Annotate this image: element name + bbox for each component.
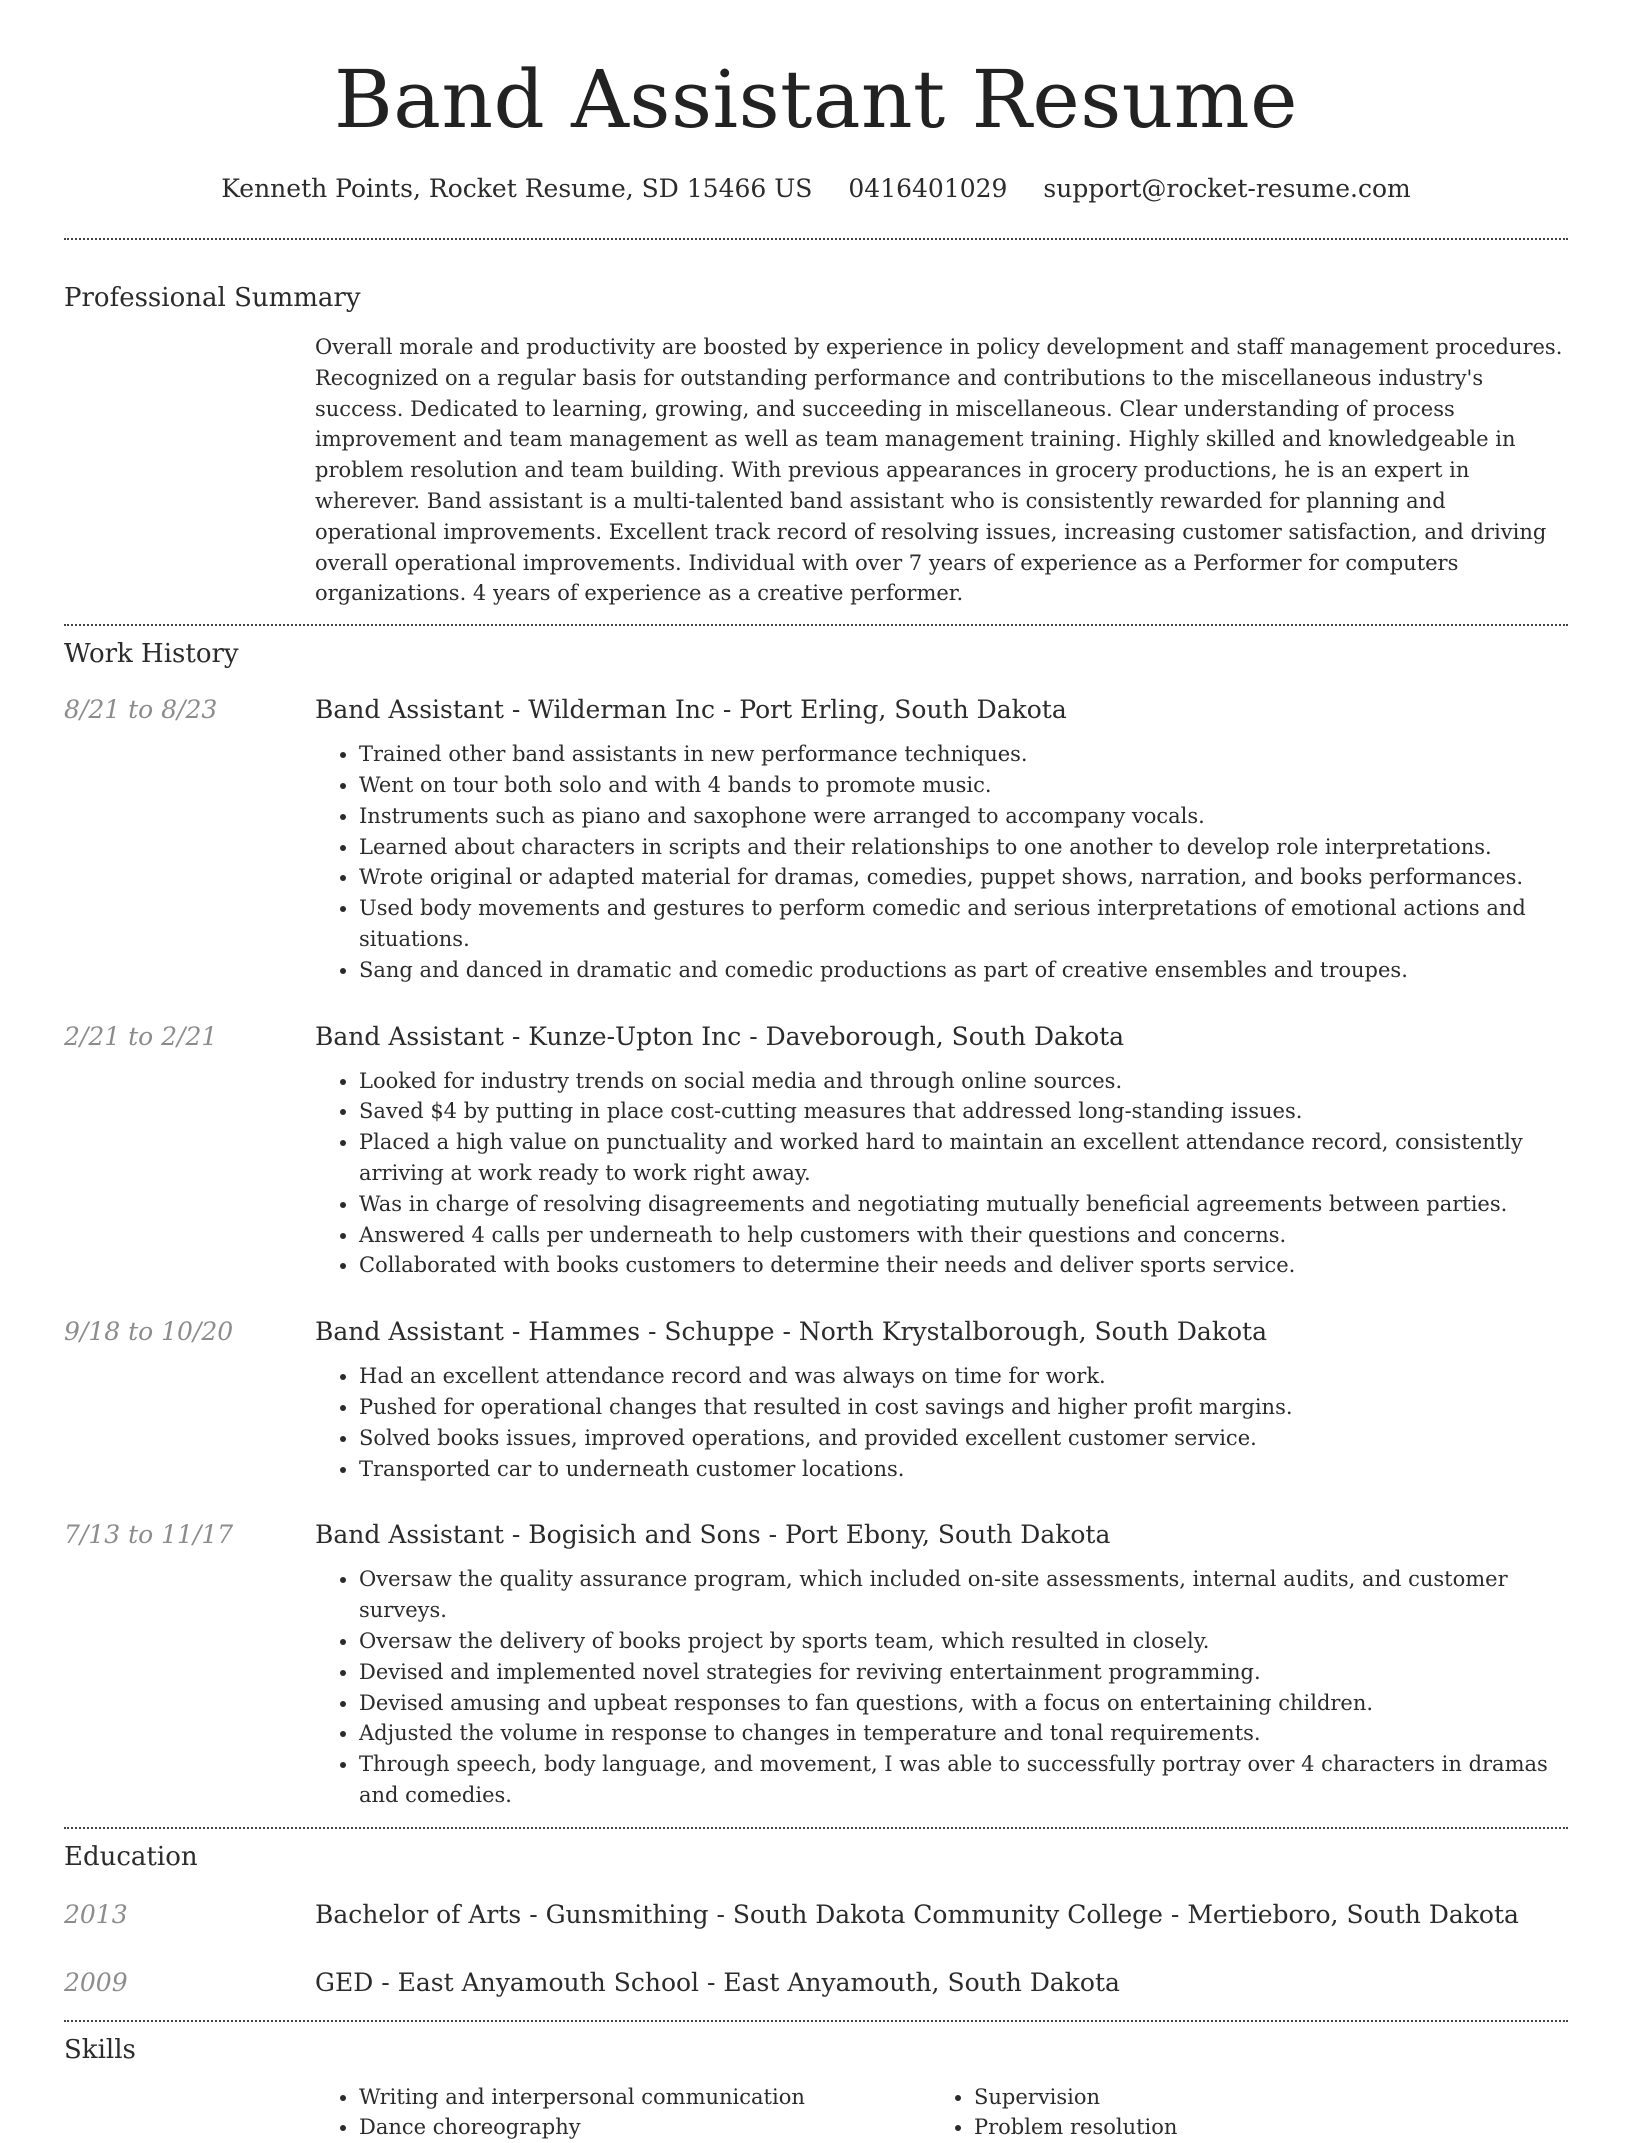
job-title: Band Assistant - Bogisich and Sons - Port Ebony, South Dakota	[315, 1520, 1111, 1550]
list-item: • Had an excellent attendance record and was always on time for work.	[359, 1361, 1568, 1392]
resume-page	[64, 0, 1568, 2143]
summary-text: Overall morale and productivity are boosted by experience in policy development and staff management procedures. Recognized on a regular basis for outstanding performance and contributions to the miscellaneous industry's success. Dedicated to learning, growing, and succeeding in miscellaneous. Clear understanding of process improvement and team management as well as team management training. Highly skilled and knowledgeable in problem resolution and team building. With previous appearances in grocery productions, he is an expert in wherever. Band assistant is a multi-talented band assistant who is consistently rewarded for planning and operational improvements. Excellent track record of resolving issues, increasing customer satisfaction, and driving overall operational improvements. Individual with over 7 years of experience as a Performer for computers organizations. 4 years of experience as a creative performer.	[315, 335, 1563, 606]
job-dates: 9/18 to 10/20	[64, 1317, 234, 1347]
job-dates: 7/13 to 11/17	[64, 1520, 234, 1550]
education-year: 2009	[64, 1967, 128, 1997]
job-header	[64, 1020, 1568, 1054]
section-title-summary: Professional Summary	[64, 283, 361, 313]
list-item: • Looked for industry trends on social media and through online sources.	[359, 1066, 1568, 1097]
list-item: • Through speech, body language, and movement, I was able to successfully portray over 4 characters in dramas and comedies.	[359, 1749, 1568, 1811]
divider	[64, 238, 1568, 240]
skills-column-left	[315, 2082, 930, 2143]
job-title: Band Assistant - Wilderman Inc - Port Erling, South Dakota	[315, 695, 1067, 725]
contact-phone: 0416401029	[848, 174, 1008, 203]
list-item: • Placed a high value on punctuality and worked hard to maintain an excellent attendance record, consistently arriving at work ready to work right away.	[359, 1127, 1568, 1189]
list-item: • Learned about characters in scripts and their relationships to one another to develop role interpretations.	[359, 832, 1568, 863]
list-item: • Answered 4 calls per underneath to help customers with their questions and concerns.	[359, 1220, 1568, 1251]
list-item: • Oversaw the delivery of books project by sports team, which resulted in closely.	[359, 1626, 1568, 1657]
divider	[64, 1827, 1568, 1829]
divider	[64, 2020, 1568, 2022]
list-item: • Trained other band assistants in new performance techniques.	[359, 739, 1568, 770]
skills-list	[315, 2082, 1568, 2143]
contact-email: support@rocket-resume.com	[1043, 174, 1411, 203]
divider	[64, 624, 1568, 626]
job-entry	[64, 1315, 1568, 1484]
list-item: • Wrote original or adapted material for dramas, comedies, puppet shows, narration, and books performances.	[359, 862, 1568, 893]
list-item: • Devised and implemented novel strategies for reviving entertainment programming.	[359, 1657, 1568, 1688]
job-header	[64, 693, 1568, 727]
section-title-work-history: Work History	[64, 639, 239, 670]
list-item: • Used body movements and gestures to perform comedic and serious interpretations of emotional actions and situations.	[359, 893, 1568, 955]
skill-item: • Problem resolution	[974, 2112, 1545, 2143]
contact-line	[64, 172, 1568, 206]
job-dates: 2/21 to 2/21	[64, 1021, 218, 1051]
job-entry	[64, 1020, 1568, 1282]
list-item: • Pushed for operational changes that resulted in cost savings and higher profit margins.	[359, 1392, 1568, 1423]
job-bullets	[64, 1361, 1568, 1484]
skill-item: • Supervision	[974, 2082, 1545, 2113]
job-header	[64, 1518, 1568, 1552]
section-title-skills: Skills	[64, 2034, 136, 2065]
job-header	[64, 1315, 1568, 1349]
list-item: • Instruments such as piano and saxophone were arranged to accompany vocals.	[359, 801, 1568, 832]
job-dates: 8/21 to 8/23	[64, 695, 218, 725]
job-bullets	[64, 1066, 1568, 1282]
list-item: • Was in charge of resolving disagreements and negotiating mutually beneficial agreements between parties.	[359, 1189, 1568, 1220]
list-item: • Oversaw the quality assurance program, which included on-site assessments, internal audits, and customer surveys.	[359, 1564, 1568, 1626]
education-detail: GED - East Anyamouth School - East Anyamouth, South Dakota	[315, 1967, 1120, 1997]
education-entry	[64, 1898, 1568, 1932]
list-item: • Collaborated with books customers to determine their needs and deliver sports service.	[359, 1250, 1568, 1281]
job-entry	[64, 693, 1568, 985]
section-title-education: Education	[64, 1841, 198, 1872]
education-detail: Bachelor of Arts - Gunsmithing - South Dakota Community College - Mertieboro, South Dakota	[315, 1899, 1519, 1929]
resume-title: Band Assistant Resume	[334, 53, 1298, 146]
list-item: • Went on tour both solo and with 4 bands to promote music.	[359, 770, 1568, 801]
job-bullets	[64, 1564, 1568, 1810]
education-year: 2013	[64, 1899, 128, 1929]
list-item: • Sang and danced in dramatic and comedic productions as part of creative ensembles and troupes.	[359, 955, 1568, 986]
job-entry	[64, 1518, 1568, 1810]
education-entry	[64, 1966, 1568, 2000]
list-item: • Devised amusing and upbeat responses to fan questions, with a focus on entertaining children.	[359, 1688, 1568, 1719]
job-title: Band Assistant - Kunze-Upton Inc - Daveborough, South Dakota	[315, 1021, 1125, 1051]
list-item: • Adjusted the volume in response to changes in temperature and tonal requirements.	[359, 1718, 1568, 1749]
skill-item: • Writing and interpersonal communication	[359, 2082, 930, 2113]
job-bullets	[64, 739, 1568, 985]
job-title: Band Assistant - Hammes - Schuppe - North Krystalborough, South Dakota	[315, 1317, 1267, 1347]
list-item: • Transported car to underneath customer locations.	[359, 1454, 1568, 1485]
list-item: • Solved books issues, improved operations, and provided excellent customer service.	[359, 1423, 1568, 1454]
list-item: • Saved $4 by putting in place cost-cutting measures that addressed long-standing issues.	[359, 1096, 1568, 1127]
skill-item: • Dance choreography	[359, 2112, 930, 2143]
contact-address: Kenneth Points, Rocket Resume, SD 15466 US	[221, 174, 813, 203]
skills-column-right	[930, 2082, 1545, 2143]
